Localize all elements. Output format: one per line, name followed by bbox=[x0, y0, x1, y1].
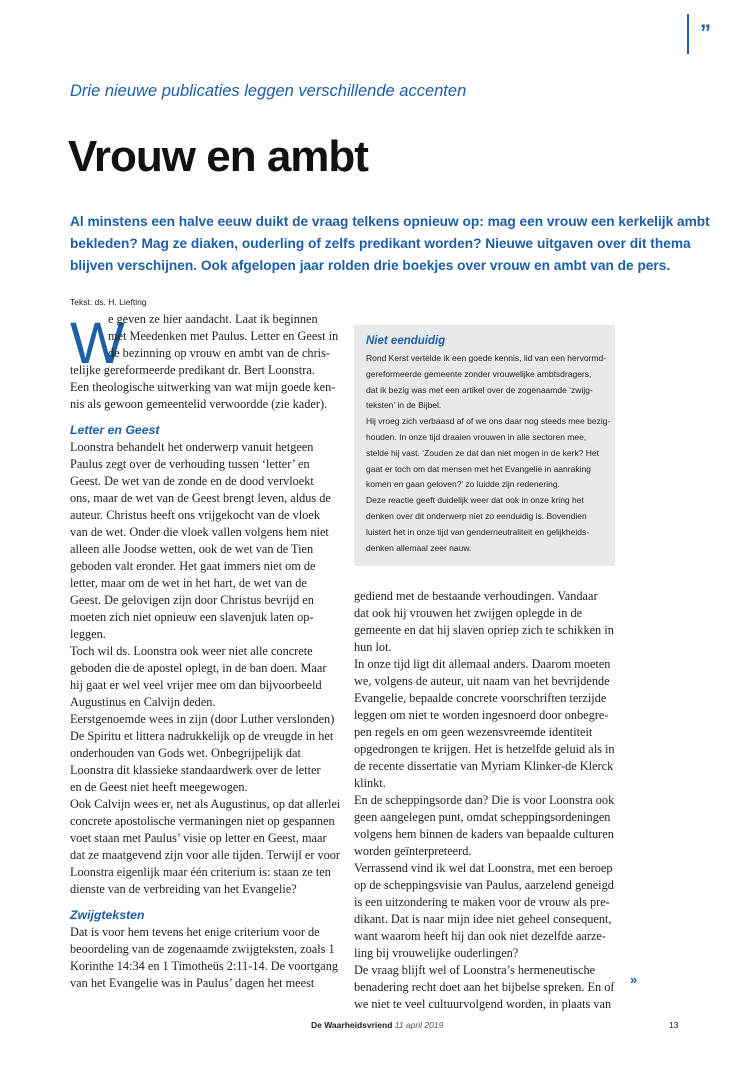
text-line: opgedrongen te krijgen. Het is hetzelfde geluid als in bbox=[354, 742, 615, 756]
text-line: met Meedenken met Paulus. Letter en Geest in bbox=[108, 329, 339, 343]
text-line: en de Geest niet heeft meegewogen. bbox=[70, 780, 248, 794]
text-line: Ook Calvijn wees er, net als Augustinus, op dat allerlei bbox=[70, 797, 341, 811]
lead-line: bekleden? Mag ze diaken, ouderling of zelfs predikant worden? Nieuwe uitgaven over dit thema bbox=[70, 236, 691, 251]
text-line: De Spiritu et littera nadrukkelijk op de vreugde in het bbox=[70, 729, 334, 743]
lead-paragraph bbox=[70, 211, 710, 277]
text-line: ons, maar de wet van de Geest brengt leven, aldus de bbox=[70, 491, 331, 505]
text-line: Korinthe 14:34 en 1 Timotheüs 2:11-14. De voortgang bbox=[70, 959, 339, 973]
text-line: we niet te veel cultuurvolgend worden, in plaats van bbox=[354, 997, 612, 1011]
drop-cap: W bbox=[70, 311, 125, 376]
text-line: dikant. Dat is naar mijn idee niet geheel consequent, bbox=[354, 912, 612, 926]
text-line: klinkt. bbox=[354, 776, 386, 790]
text-line: In onze tijd ligt dit allemaal anders. Daarom moeten bbox=[354, 657, 611, 671]
text-line: de bezinning op vrouw en ambt van de chris- bbox=[108, 346, 330, 360]
text-line: van de wet. Onder die vloek vallen volgens hem niet bbox=[70, 525, 329, 539]
article-column-2 bbox=[354, 588, 616, 1013]
text-line: volgens hem binnen de kaders van bepaalde culturen bbox=[354, 827, 614, 841]
sidebar-line: gaat er toch om dat mensen met het Evangelie in aanraking bbox=[366, 463, 591, 474]
text-line: gemeente en dat hij slaven opriep zich te schikken in bbox=[354, 623, 614, 637]
sidebar-title: Niet eenduidig bbox=[366, 335, 446, 347]
text-line: geboden die de apostel oplegt, in de ban doen. Maar bbox=[70, 661, 327, 675]
sidebar-box-niet-eenduidig bbox=[354, 325, 615, 566]
text-line: alleen alle Joodse wetten, ook de wet van de Tien bbox=[70, 542, 314, 556]
text-line: we, volgens de auteur, uit naam van het bevrijdende bbox=[354, 674, 610, 688]
sidebar-line: denken over dit onderwerp niet zo eenduidig is. Bovendien bbox=[366, 510, 587, 521]
text-line: e geven ze hier aandacht. Laat ik beginnen bbox=[108, 312, 318, 326]
text-line: letter, maar om de wet in het hart, de wet van de bbox=[70, 576, 307, 590]
text-line: De vraag blijft wel of Loonstra’s hermeneutische bbox=[354, 963, 596, 977]
quote-mark-icon: ” bbox=[700, 20, 711, 45]
text-line: Paulus zegt over de verhouding tussen ‘letter’ en bbox=[70, 457, 310, 471]
sidebar-line: stelde hij vast. ‘Zouden ze dat dan niet mogen in de kerk? Het bbox=[366, 447, 599, 458]
sidebar-line: teksten’ in de Bijbel. bbox=[366, 400, 442, 411]
text-line: Eerstgenoemde wees in zijn (door Luther verslonden) bbox=[70, 712, 335, 726]
text-line: telijke gereformeerde predikant dr. Bert Loonstra. bbox=[70, 363, 315, 377]
sidebar-line: dat ik bezig was met een artikel over de zogenaamde ‘zwijg- bbox=[366, 384, 593, 395]
sidebar-line: Deze reactie geeft duidelijk weer dat ook in onze kring het bbox=[366, 495, 584, 506]
text-line: hij gaat er wel veel vrijer mee om dan bijvoorbeeld bbox=[70, 678, 322, 692]
page-title: Vrouw en ambt bbox=[68, 132, 368, 181]
text-line: van het Evangelie was in Paulus’ dagen het meest bbox=[70, 976, 315, 990]
publication-date: 11 april 2019 bbox=[394, 1020, 444, 1030]
text-line: is een uitzondering te maken voor de vrouw als pre- bbox=[354, 895, 610, 909]
text-line: leggen. bbox=[70, 627, 106, 641]
byline: Tekst: ds. H. Liefting bbox=[70, 297, 147, 307]
text-line: concrete apostolische vermaningen niet op gespannen bbox=[70, 814, 335, 828]
lead-line: Al minstens een halve eeuw duikt de vraag telkens opnieuw op: mag een vrouw een kerkelijk ambt bbox=[70, 214, 710, 229]
article-column-1 bbox=[70, 311, 341, 992]
spacer bbox=[70, 898, 332, 907]
page-number: 13 bbox=[669, 1020, 679, 1030]
text-line: Een theologische uitwerking van wat mijn goede ken- bbox=[70, 380, 336, 394]
text-line: benadering recht doet aan het bijbelse spreken. En of bbox=[354, 980, 615, 994]
spacer bbox=[70, 413, 332, 422]
text-line: gediend met de bestaande verhoudingen. Vandaar bbox=[354, 589, 598, 603]
text-line: op de scheppingsvisie van Paulus, aarzelend geneigd bbox=[354, 878, 614, 892]
footer-publication bbox=[311, 1020, 443, 1030]
sidebar-line: Hij vroeg zich verbaasd af of we ons daar nog steeds mee bezig- bbox=[366, 416, 611, 427]
text-line: leggen om niet te worden ingesnoerd door onbegre- bbox=[354, 708, 609, 722]
text-line: dat ook hij vrouwen het zwijgen oplegde in de bbox=[354, 606, 583, 620]
text-line: dat ze maatgevend zijn voor alle tijden. Terwijl er voor bbox=[70, 848, 341, 862]
subhead-letter-en-geest: Letter en Geest bbox=[70, 423, 160, 437]
text-line: voet staan met Paulus’ visie op letter en Geest, maar bbox=[70, 831, 327, 845]
text-line: Dat is voor hem tevens het enige criterium voor de bbox=[70, 925, 320, 939]
text-line: Evangelie, bepaalde concrete voorschriften terzijde bbox=[354, 691, 607, 705]
subhead-zwijgteksten: Zwijgteksten bbox=[70, 908, 145, 922]
text-line: geboden valt eronder. Het gaat immers niet om de bbox=[70, 559, 316, 573]
text-line: geen aangelegen punt, omdat scheppingsordeningen bbox=[354, 810, 611, 824]
text-line: ling bij vrouwelijke ouderlingen? bbox=[354, 946, 519, 960]
text-line: want waarom heeft hij dan ook niet dezelfde aarze- bbox=[354, 929, 606, 943]
top-rule bbox=[687, 14, 689, 54]
text-line: Loonstra behandelt het onderwerp vanuit hetgeen bbox=[70, 440, 314, 454]
text-line: Loonstra eigenlijk maar één criterium is: staan ze ten bbox=[70, 865, 331, 879]
text-line: moeten zich niet opnieuw een slavenjuk laten op- bbox=[70, 610, 314, 624]
text-line: auteur. Christus heeft ons vrijgekocht van de vloek bbox=[70, 508, 320, 522]
sidebar-line: houden. In onze tijd draaien vrouwen in alle sectoren mee, bbox=[366, 431, 587, 442]
sidebar-line: komen en gaan geloven?’ zo luidde zijn redenering. bbox=[366, 479, 560, 490]
text-line: nis als gewoon gemeentelid verwoordde (zie kader). bbox=[70, 397, 328, 411]
text-line: En de scheppingsorde dan? Die is voor Loonstra ook bbox=[354, 793, 615, 807]
lead-line: blijven verschijnen. Ook afgelopen jaar rolden drie boekjes over vrouw en ambt van de pers. bbox=[70, 258, 671, 273]
text-line: Augustinus en Calvijn deden. bbox=[70, 695, 216, 709]
text-line: Verrassend vind ik wel dat Loonstra, met een beroep bbox=[354, 861, 613, 875]
text-line: worden geïnterpreteerd. bbox=[354, 844, 472, 858]
sidebar-line: luistert het in onze tijd van genderneutraliteit en gelijkheids- bbox=[366, 526, 590, 537]
text-line: dienste van de verbreiding van het Evangelie? bbox=[70, 882, 297, 896]
text-line: hun lot. bbox=[354, 640, 392, 654]
sidebar-line: gereformeerde gemeente zonder vrouwelijke ambtsdragers, bbox=[366, 368, 592, 379]
sidebar-line: Rond Kerst vertelde ik een goede kennis, lid van een hervormd- bbox=[366, 353, 607, 363]
continue-arrow-icon: » bbox=[630, 972, 638, 987]
kicker: Drie nieuwe publicaties leggen verschillende accenten bbox=[70, 82, 467, 100]
sidebar-line: denken allemaal zeer nauw. bbox=[366, 542, 472, 553]
text-line: Toch wil ds. Loonstra ook weer niet alle concrete bbox=[70, 644, 313, 658]
text-line: de recente dissertatie van Myriam Klinker-de Klerck bbox=[354, 759, 614, 773]
publication-name: De Waarheidsvriend bbox=[311, 1020, 393, 1030]
text-line: Geest. De wet van de zonde en de dood vervloekt bbox=[70, 474, 314, 488]
text-line: pen regels en om geen wezensvreemde identiteit bbox=[354, 725, 593, 739]
text-line: beoordeling van de zogenaamde zwijgteksten, zoals 1 bbox=[70, 942, 335, 956]
text-line: Geest. De gelovigen zijn door Christus bevrijd en bbox=[70, 593, 314, 607]
text-line: onderhouden van Gods wet. Onbegrijpelijk dat bbox=[70, 746, 301, 760]
text-line: Loonstra dit klassieke standaardwerk over de letter bbox=[70, 763, 321, 777]
